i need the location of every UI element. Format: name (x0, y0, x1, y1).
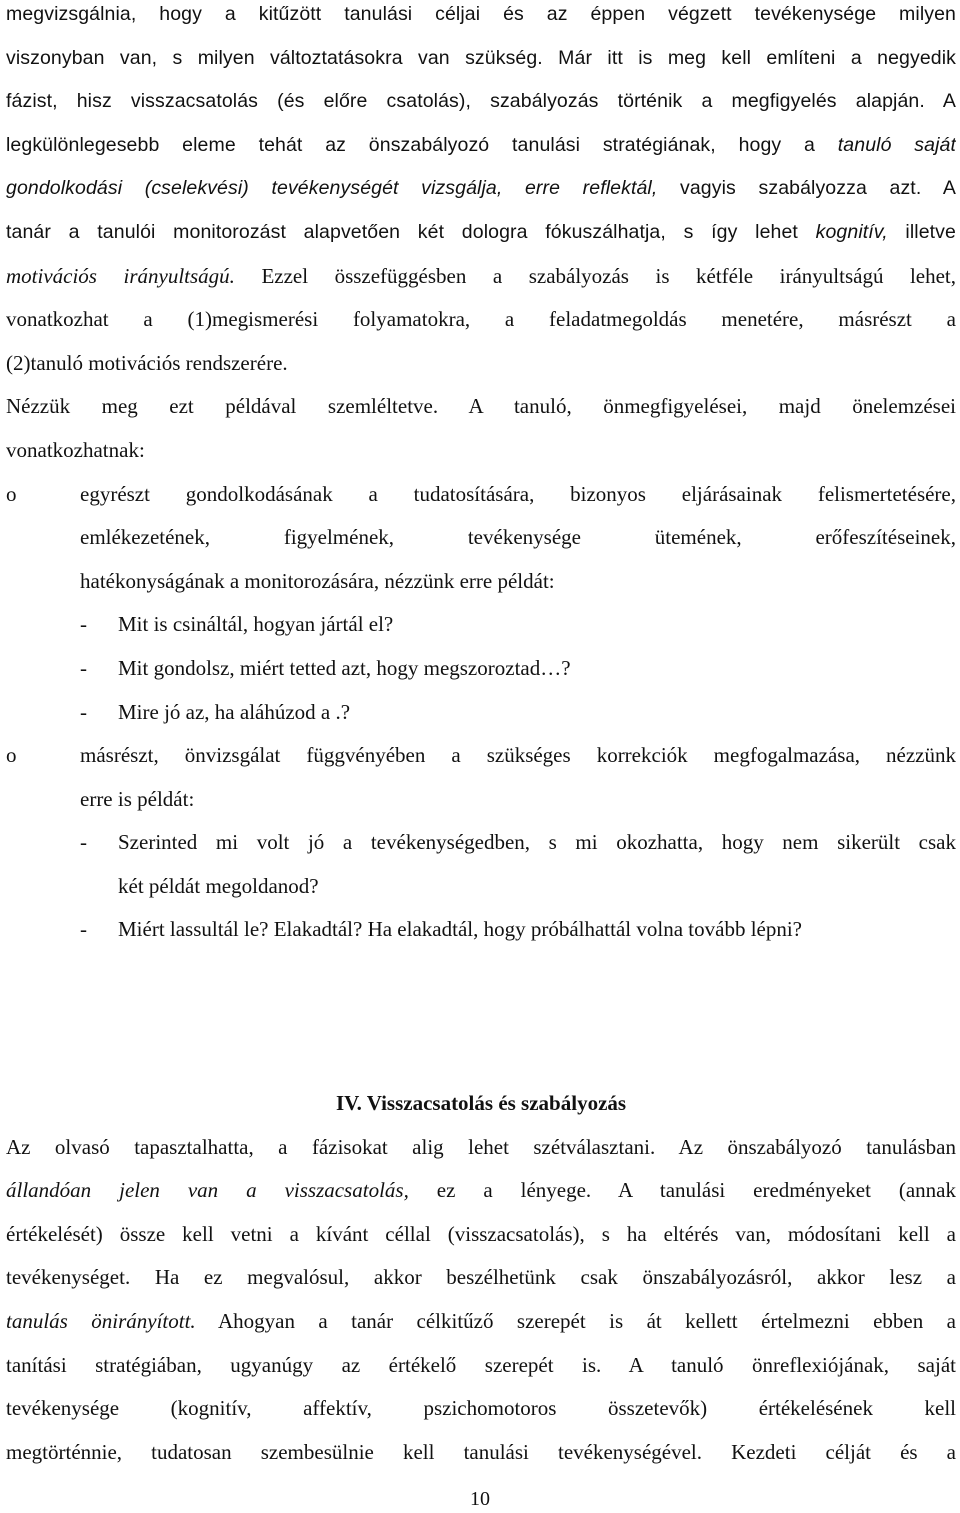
text-line: viszonyban van, s milyen változtatásokra van szükség. Már itt is meg kell említeni a negyedik (6, 46, 956, 69)
italic-text: tanuló saját (837, 133, 956, 156)
example-question-continuation: két példát megoldanod? (118, 873, 319, 898)
text-line: tanítási stratégiában, ugyanúgy az értékelő szerepét is. A tanuló önreflexiójának, saját (6, 1352, 956, 1377)
list-item-continuation: erre is példát: (80, 786, 195, 811)
text-line: fázist, hisz visszacsatolás (és előre csatolás), szabályozás történik a megfigyelés alapján. A (6, 90, 956, 113)
example-question (6, 828, 956, 872)
text-line (6, 131, 956, 175)
text-span: Szerinted mi volt jó a tevékenységedben, s mi okozhatta, hogy nem sikerült csak (118, 830, 956, 855)
bullet-marker: o (6, 481, 17, 506)
text-span: Mire jó az, ha aláhúzod a .? (118, 699, 351, 724)
text-line (6, 1176, 956, 1220)
text-span: másrészt, önvizsgálat függvényében a szükséges korrekciók megfogalmazása, nézzünk (80, 743, 956, 768)
list-item-continuation: hatékonyságának a monitorozására, nézzünk erre példát: (80, 568, 555, 593)
text-span: tanár a tanulói monitorozást alapvetően két dologra fókuszálhatja, s így lehet (6, 220, 798, 243)
list-item-continuation: emlékezetének, figyelmének, tevékenysége ütemének, erőfeszítéseinek, (80, 525, 956, 550)
text-line: Nézzük meg ezt példával szemléltetve. A tanuló, önmegfigyelései, majd önelemzései (6, 394, 956, 419)
text-span: vagyis szabályozza azt. A (680, 177, 956, 200)
dash-marker: - (80, 699, 87, 724)
example-question (6, 610, 956, 654)
example-question (6, 698, 956, 742)
text-line: tevékenysége (kognitív, affektív, pszichomotoros összetevők) értékelésének kell (6, 1396, 956, 1421)
bullet-list (6, 480, 956, 960)
page-number: 10 (470, 1488, 490, 1510)
text-line: megtörténnie, tudatosan szembesülnie kell tanulási tevékenységével. Kezdeti célját és a (6, 1439, 956, 1464)
text-line (6, 1307, 956, 1351)
text-span: Ezzel összefüggésben a szabályozás is kétféle irányultságú lehet, (261, 263, 956, 288)
text-line: megvizsgálnia, hogy a kitűzött tanulási céljai és az éppen végzett tevékenysége milyen (6, 3, 956, 25)
text-line: tevékenységet. Ha ez megvalósul, akkor beszélhetünk csak önszabályozásról, akkor lesz a (6, 1265, 956, 1290)
paragraph-example-intro (6, 392, 956, 479)
italic-text: gondolkodási (cselekvési) tevékenységét vizsgálja, erre reflektál, (6, 177, 658, 200)
list-item (6, 480, 956, 524)
text-span: Ahogyan a tanár célkitűző szerepét is át kellett értelmezni ebben a (217, 1309, 956, 1334)
text-span: egyrészt gondolkodásának a tudatosítására, bizonyos eljárásainak felismertetésére, (80, 481, 956, 506)
document-page (6, 0, 956, 1481)
text-span: Mit is csináltál, hogyan jártál el? (118, 612, 394, 637)
text-line: Az olvasó tapasztalhatta, a fázisokat alig lehet szétválasztani. Az önszabályozó tanulásban (6, 1134, 956, 1159)
section-feedback (6, 1089, 956, 1481)
text-span: Miért lassultál le? Elakadtál? Ha elakadtál, hogy próbálhattál volna tovább lépni? (118, 917, 803, 942)
text-line: értékelését) össze kell vetni a kívánt céllal (visszacsatolás), s ha eltérés van, módosítani kell a (6, 1221, 956, 1246)
text-span: legkülönlegesebb eleme tehát az önszabályozó tanulási stratégiának, hogy a (6, 133, 815, 156)
example-question (6, 654, 956, 698)
paragraph-monitoring (6, 0, 956, 392)
text-line (6, 262, 956, 306)
list-item (6, 741, 956, 785)
example-question (6, 915, 956, 959)
text-line (6, 174, 956, 218)
dash-marker: - (80, 917, 87, 942)
italic-text: állandóan jelen van a visszacsatolás, (6, 1178, 409, 1203)
text-span: illetve (905, 220, 956, 243)
text-line (6, 218, 956, 262)
text-span: Mit gondolsz, miért tetted azt, hogy megszoroztad…? (118, 655, 571, 680)
bullet-marker: o (6, 743, 17, 768)
italic-text: motivációs irányultságú. (6, 263, 235, 288)
text-span: ez a lényege. A tanulási eredményeket (annak (436, 1178, 956, 1203)
text-line: vonatkozhatnak: (6, 437, 145, 462)
text-line: (2)tanuló motivációs rendszerére. (6, 350, 288, 375)
italic-text: tanulás önirányított. (6, 1309, 196, 1334)
dash-marker: - (80, 655, 87, 680)
text-line: vonatkozhat a (1)megismerési folyamatokra, a feladatmegoldás menetére, másrészt a (6, 307, 956, 332)
dash-marker: - (80, 830, 87, 855)
dash-marker: - (80, 612, 87, 637)
section-heading: IV. Visszacsatolás és szabályozás (335, 1091, 627, 1116)
italic-text: kognitív, (815, 220, 888, 243)
section-spacer (6, 959, 956, 1089)
